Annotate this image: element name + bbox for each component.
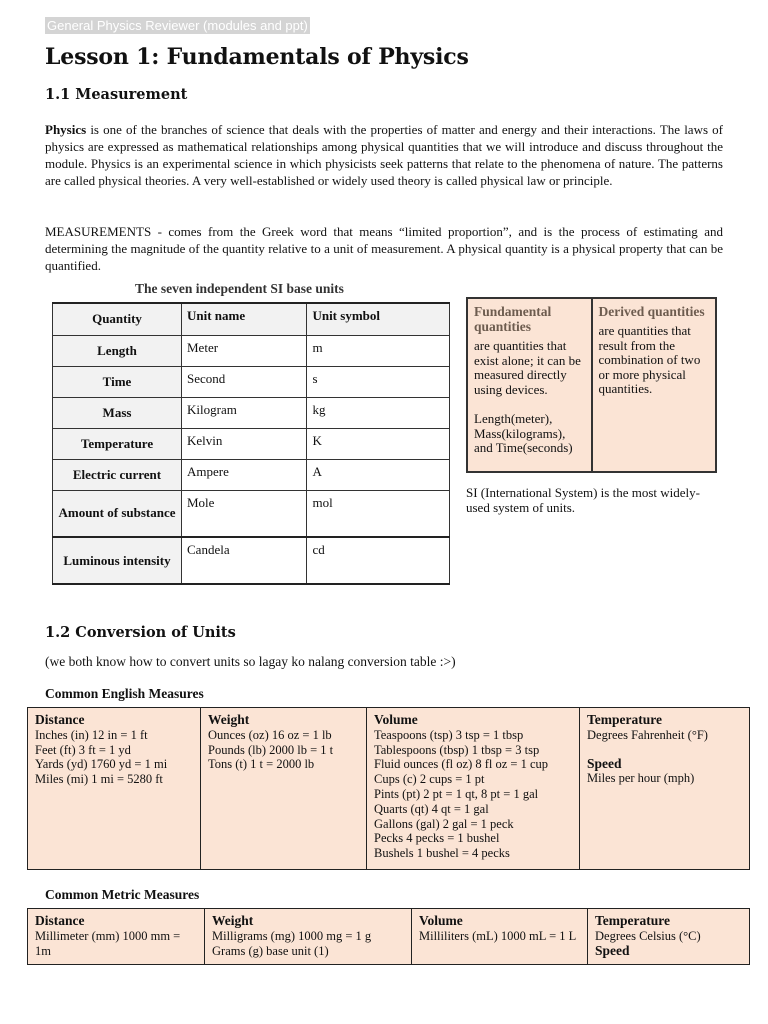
table-row [53,366,450,397]
cell-title: Temperature [587,712,662,727]
english-measures-caption: Common English Measures [45,686,204,701]
table-row [53,428,450,459]
english-distance-cell [28,708,201,870]
fundamental-derived-table [466,297,717,473]
measure-line: Milligrams (mg) 1000 mg = 1 g [212,928,372,943]
metric-distance-cell [28,909,205,965]
cell-title: Volume [374,712,418,727]
measure-line: Milliliters (mL) 1000 mL = 1 L [419,928,577,943]
lesson-title: Lesson 1: Fundamentals of Physics [45,44,469,70]
metric-measures-table [27,908,750,965]
measure-line: Grams (g) base unit (1) [212,943,329,958]
paragraph-physics [45,121,723,189]
english-measures-table [27,707,750,870]
measure-line: Bushels 1 bushel = 4 pecks [374,846,510,861]
measure-line: Pecks 4 pecks = 1 bushel [374,831,500,846]
unit-name-cell: Second [182,366,307,397]
quantity-cell: Electric current [53,459,182,490]
conversion-note: (we both know how to convert units so lagay ko nalang conversion table :>) [45,654,456,669]
measure-line: Millimeter (mm) 1000 mm = 1m [35,928,181,958]
quantity-cell: Amount of substance [53,490,182,537]
measure-line: Degrees Fahrenheit (°F) [587,727,708,742]
paragraph-measurements: MEASUREMENTS - comes from the Greek word that means “limited proportion”, and is the process of estimating and determining the magnitude of the quantity relative to a unit of measurement. A physical quantity is a physical property that can be quantified. [45,224,723,273]
cell-title: Speed [587,755,622,771]
cell-title: Speed [595,942,630,958]
measure-line: Pounds (lb) 2000 lb = 1 t [208,742,334,757]
english-volume-cell [367,708,580,870]
table-row [53,335,450,366]
table-row [53,490,450,537]
measure-line: Quarts (qt) 4 qt = 1 gal [374,801,489,816]
english-temperature-speed-cell [580,708,750,870]
unit-name-cell: Meter [182,335,307,366]
quantity-cell: Time [53,366,182,397]
fundamental-title: Fundamental quantities [474,304,552,334]
quantity-cell: Luminous intensity [53,537,182,584]
unit-symbol-cell: cd [307,537,450,584]
measure-line: Teaspoons (tsp) 3 tsp = 1 tbsp [374,727,524,742]
derived-quantities-cell [592,298,717,472]
measure-line: Miles per hour (mph) [587,771,695,786]
metric-temperature-speed-cell [588,909,750,965]
unit-symbol-cell: m [307,335,450,366]
unit-name-cell: Kilogram [182,397,307,428]
quantity-cell: Mass [53,397,182,428]
cell-title: Distance [35,712,85,727]
unit-symbol-cell: s [307,366,450,397]
cell-title: Distance [35,913,85,928]
derived-title: Derived quantities [598,304,705,319]
column-header: Unit name [182,303,307,335]
fundamental-quantities-cell [467,298,592,472]
measure-line: Gallons (gal) 2 gal = 1 peck [374,816,514,831]
measure-line: Yards (yd) 1760 yd = 1 mi [35,757,168,772]
english-weight-cell [201,708,367,870]
column-header: Unit symbol [307,303,450,335]
fundamental-examples: Length(meter), Mass(kilograms), and Time(seconds) [474,411,573,455]
unit-symbol-cell: mol [307,490,450,537]
si-base-units-table [52,302,450,585]
physics-term: Physics [45,122,87,137]
table-row [53,537,450,584]
physics-definition: is one of the branches of science that deals with the properties of matter and energy and their interactions. The laws of physics are expressed as mathematical relationships among physical quantities that we will introduce and discuss throughout the module. Physics is an experimental science in which physicists seek patterns that relate to the phenomena of nature. The patterns are called physical theories. A very well-established or widely used theory is called physical law or principle. [45,122,723,188]
measure-line: Miles (mi) 1 mi = 5280 ft [35,772,163,787]
column-header: Quantity [53,303,182,335]
cell-title: Weight [208,712,250,727]
measure-line: Cups (c) 2 cups = 1 pt [374,772,485,787]
measure-line: Inches (in) 12 in = 1 ft [35,727,148,742]
derived-description: are quantities that result from the combination of two or more physical quantities. [598,323,701,396]
metric-volume-cell [412,909,588,965]
section-heading-measurement: 1.1 Measurement [45,86,188,103]
cell-title: Temperature [595,913,670,928]
unit-symbol-cell: A [307,459,450,490]
metric-weight-cell [205,909,412,965]
cell-title: Weight [212,913,254,928]
table-row [53,459,450,490]
measure-line: Tons (t) 1 t = 2000 lb [208,757,315,772]
measure-line: Ounces (oz) 16 oz = 1 lb [208,727,332,742]
unit-symbol-cell: K [307,428,450,459]
si-note: SI (International System) is the most widely-used system of units. [466,485,700,515]
table-header-row [53,303,450,335]
unit-name-cell: Mole [182,490,307,537]
quantity-cell: Length [53,335,182,366]
measure-line: Pints (pt) 2 pt = 1 qt, 8 pt = 1 gal [374,786,539,801]
table-row [53,397,450,428]
unit-name-cell: Kelvin [182,428,307,459]
measure-line: Tablespoons (tbsp) 1 tbsp = 3 tsp [374,742,540,757]
measure-line: Feet (ft) 3 ft = 1 yd [35,742,131,757]
measure-line: Degrees Celsius (°C) [595,928,701,943]
measure-line: Fluid ounces (fl oz) 8 fl oz = 1 cup [374,757,549,772]
unit-name-cell: Ampere [182,459,307,490]
cell-title: Volume [419,913,463,928]
unit-name-cell: Candela [182,537,307,584]
fundamental-description: are quantities that exist alone; it can be measured directly using devices. [474,338,581,397]
quantity-cell: Temperature [53,428,182,459]
unit-symbol-cell: kg [307,397,450,428]
section-heading-conversion: 1.2 Conversion of Units [45,624,236,641]
document-header-tag: General Physics Reviewer (modules and ppt) [47,18,308,33]
si-table-caption: The seven independent SI base units [135,281,344,296]
metric-measures-caption: Common Metric Measures [45,887,200,902]
